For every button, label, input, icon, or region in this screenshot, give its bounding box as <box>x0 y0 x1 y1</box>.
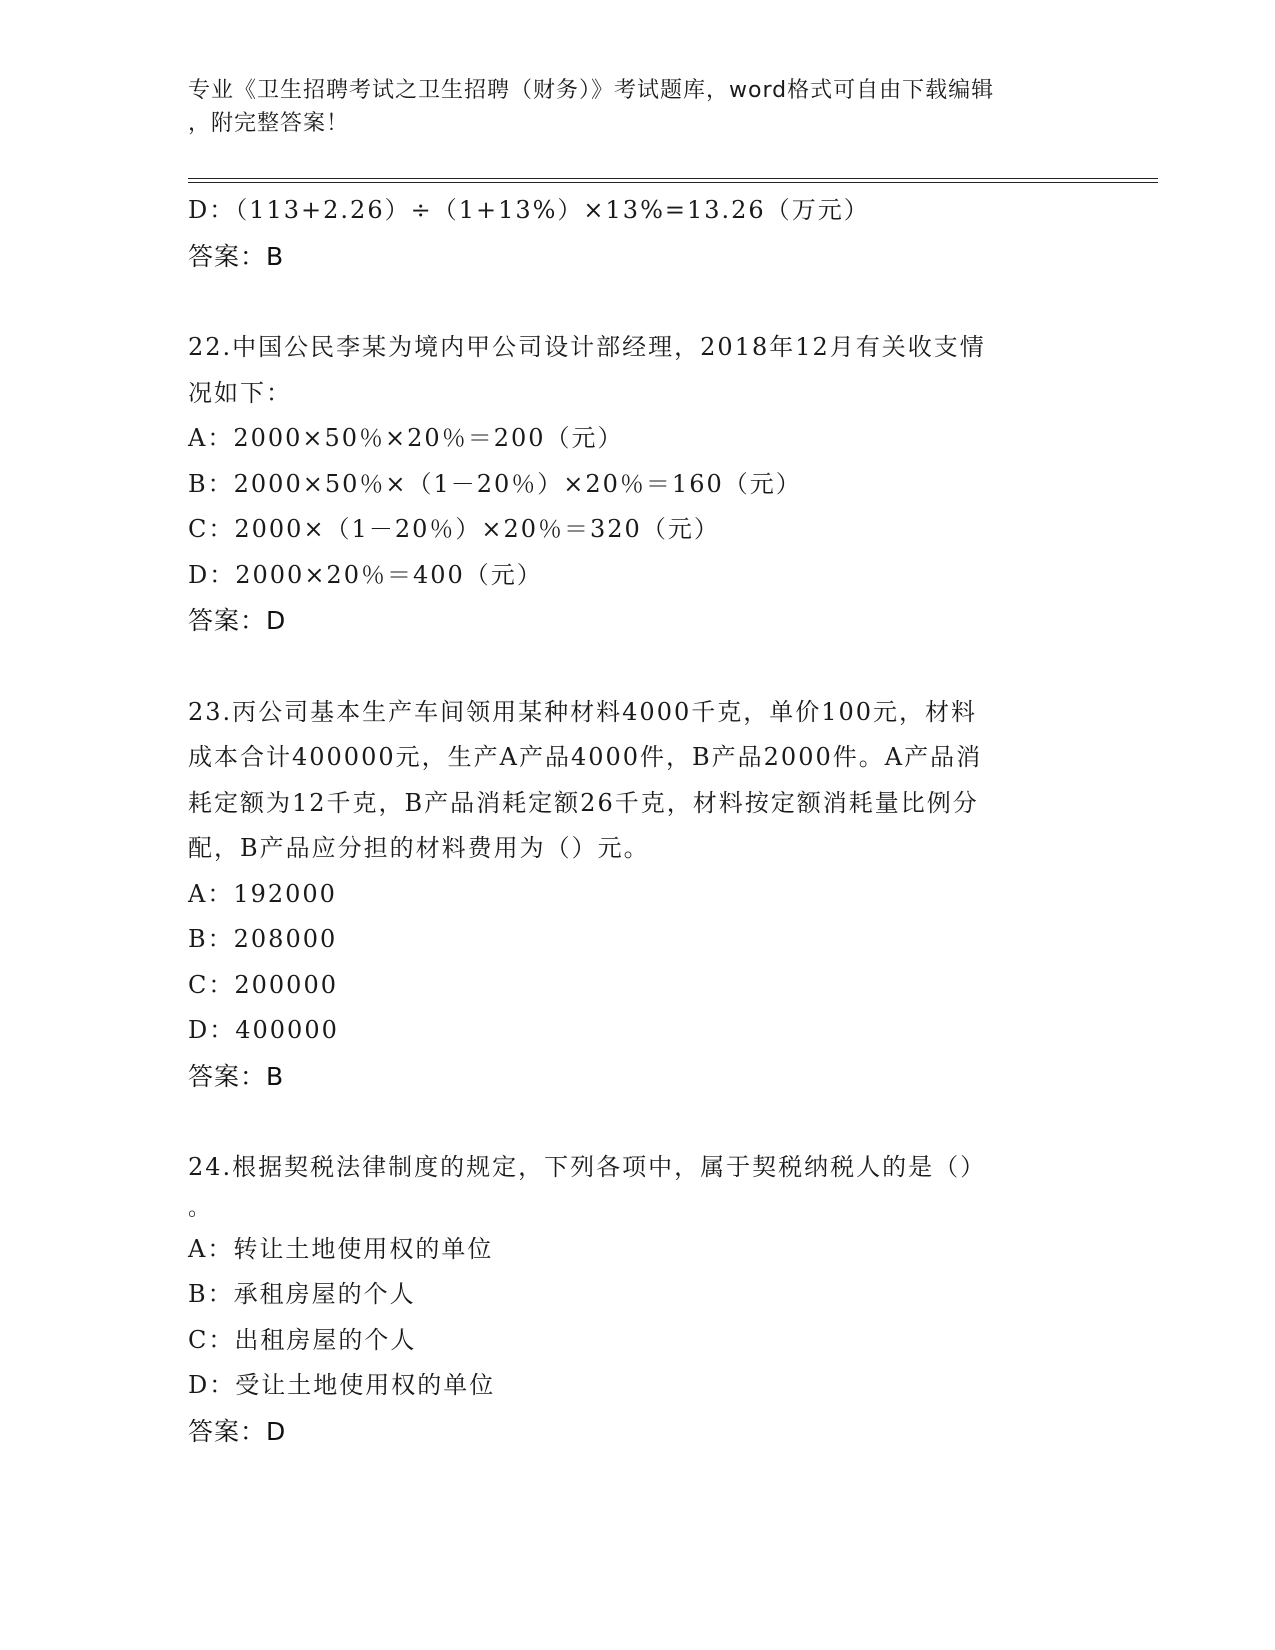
question-stem: 24.根据契税法律制度的规定，下列各项中，属于契税纳税人的是（） <box>188 1153 987 1181</box>
question-stem: 耗定额为12千克，B产品消耗定额26千克，材料按定额消耗量比例分 <box>188 788 979 817</box>
option-d: D：2000×20％＝400（元） <box>188 560 543 589</box>
question-stem: 况如下： <box>188 378 292 407</box>
option-a: A：2000×50％×20％＝200（元） <box>188 424 624 452</box>
header-line-1: 专业《卫生招聘考试之卫生招聘（财务）》考试题库，word格式可自由下载编辑 <box>188 78 995 103</box>
question-22 <box>188 325 1088 644</box>
question-23 <box>188 690 1088 1100</box>
header-double-rule <box>188 178 1158 183</box>
answer-line: 答案：D <box>188 1416 287 1446</box>
option-d: D：受让土地使用权的单位 <box>188 1371 496 1399</box>
spacer <box>188 279 1088 325</box>
question-21-tail <box>188 188 1088 279</box>
answer-line: 答案：D <box>188 606 287 635</box>
answer-line: 答案：B <box>188 241 285 271</box>
option-c: C：200000 <box>188 970 338 999</box>
question-stem: 成本合计400000元，生产A产品4000件，B产品2000件。A产品消 <box>188 743 983 771</box>
option-d: D：（113+2.26）÷（1+13%）×13%=13.26（万元） <box>188 196 870 224</box>
spacer <box>188 644 1088 690</box>
header-line-2: ，附完整答案！ <box>188 111 350 136</box>
question-stem: 22.中国公民李某为境内甲公司设计部经理，2018年12月有关收支情 <box>188 333 986 361</box>
option-b: B：承租房屋的个人 <box>188 1280 416 1308</box>
option-c: C：2000×（1－20％）×20％＝320（元） <box>188 515 720 543</box>
option-a: A：192000 <box>188 879 337 908</box>
question-stem: 配，B产品应分担的材料费用为（）元。 <box>188 834 650 862</box>
question-content <box>188 188 1088 1454</box>
question-stem: 23.丙公司基本生产车间领用某种材料4000千克，单价100元，材料 <box>188 697 978 726</box>
question-stem: 。 <box>188 1195 213 1221</box>
answer-line: 答案：B <box>188 1061 285 1091</box>
document-header <box>188 74 1088 140</box>
option-b: B：2000×50％×（1－20％）×20％＝160（元） <box>188 469 802 498</box>
option-b: B：208000 <box>188 925 338 953</box>
option-a: A：转让土地使用权的单位 <box>188 1234 494 1263</box>
option-c: C：出租房屋的个人 <box>188 1325 417 1354</box>
option-d: D：400000 <box>188 1016 339 1044</box>
spacer <box>188 1099 1088 1145</box>
question-24 <box>188 1145 1088 1454</box>
